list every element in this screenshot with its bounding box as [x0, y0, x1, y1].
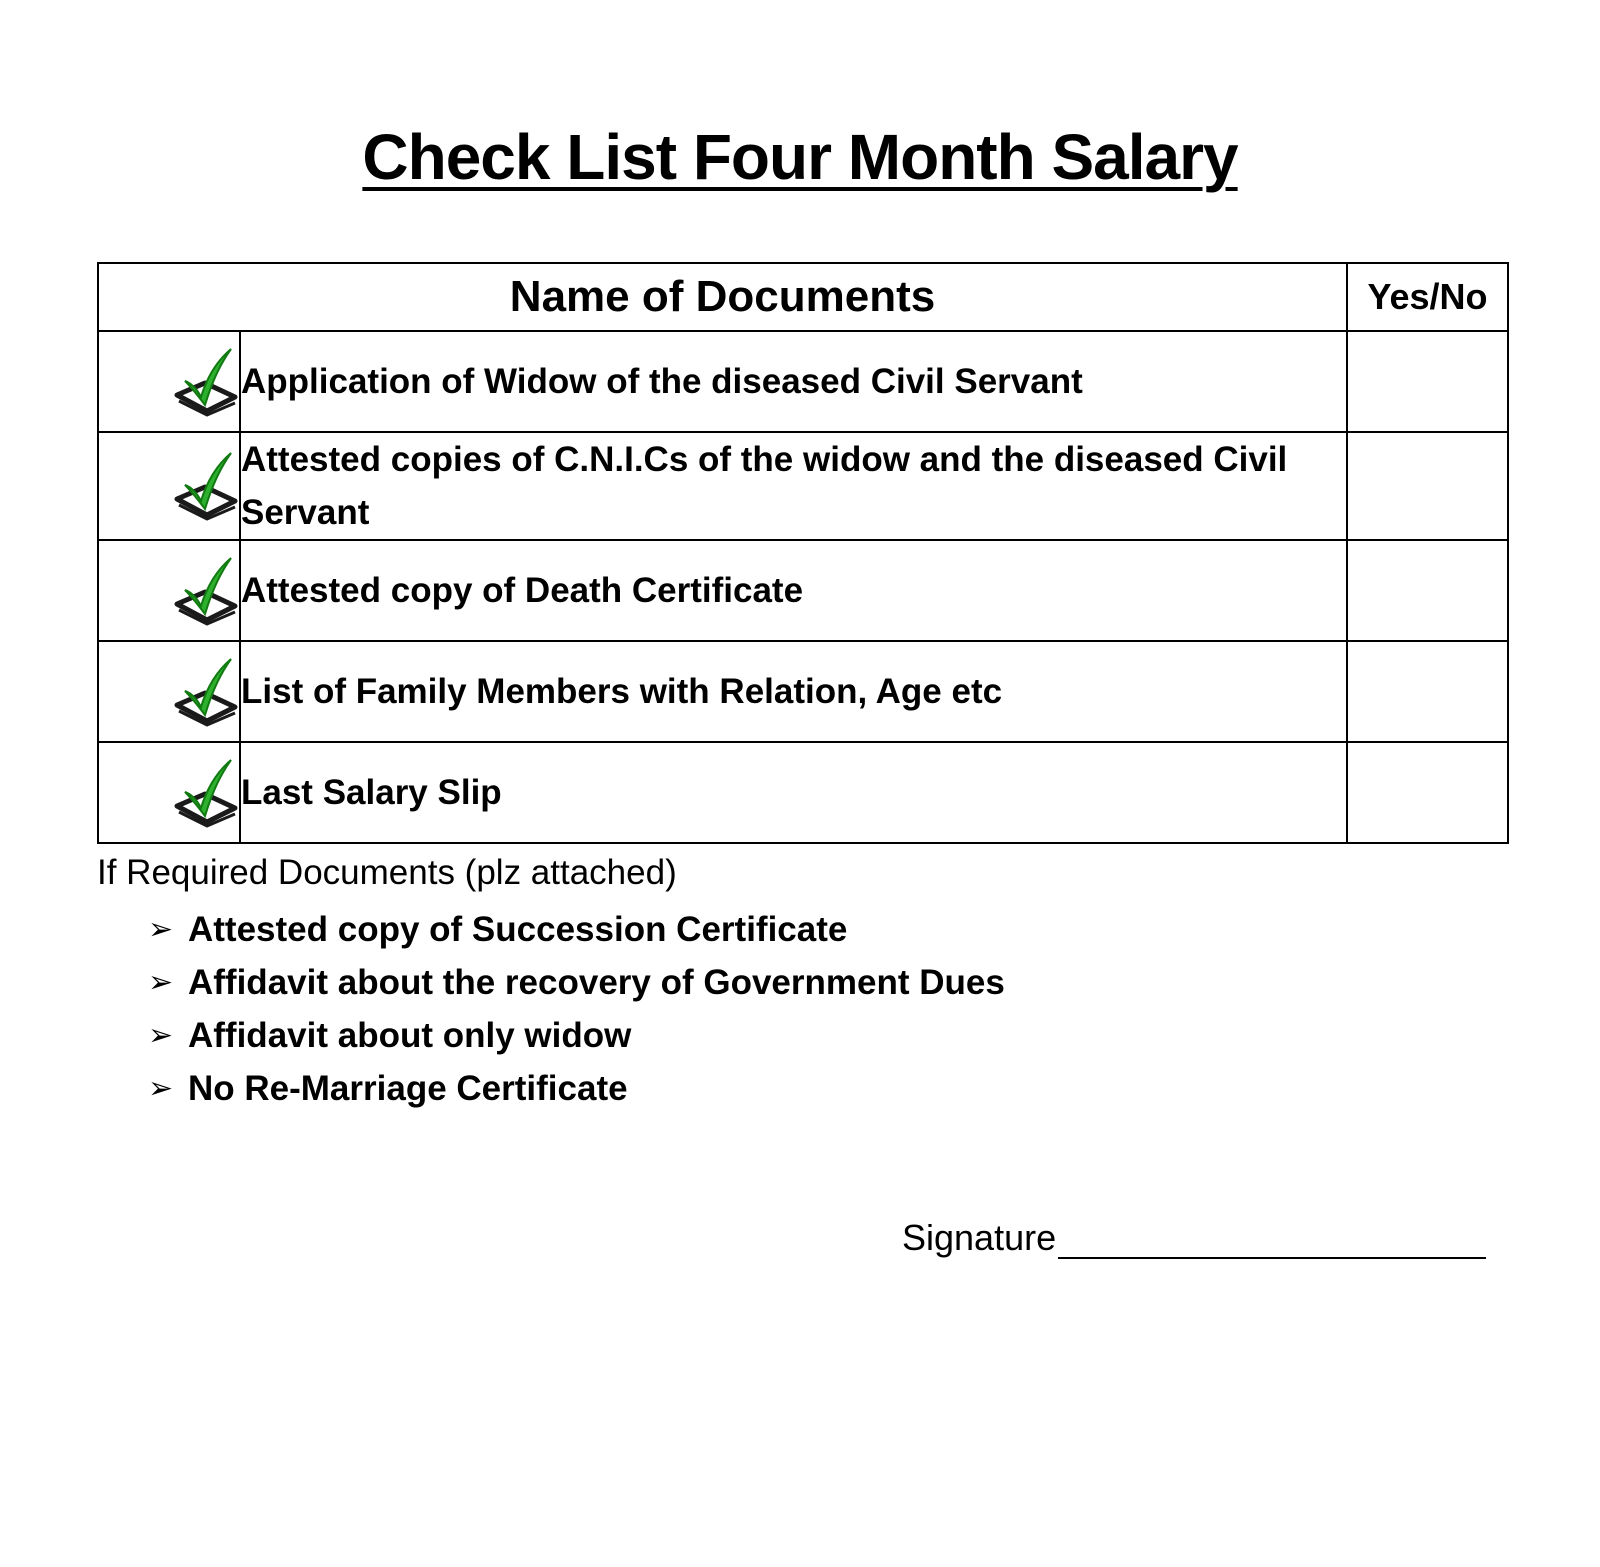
table-row	[98, 742, 1508, 843]
table-row	[98, 331, 1508, 432]
list-item	[148, 903, 1005, 956]
check-icon-cell	[98, 432, 240, 540]
page-title	[0, 122, 1600, 192]
green-check-box-icon	[99, 451, 239, 521]
yes-no-cell[interactable]	[1347, 331, 1508, 432]
list-item-label: No Re-Marriage Certificate	[188, 1068, 628, 1108]
document-name: Last Salary Slip	[240, 742, 1347, 843]
green-check-box-icon	[99, 758, 239, 828]
table-header-row	[98, 263, 1508, 331]
check-icon-cell	[98, 331, 240, 432]
document-name: Application of Widow of the diseased Civil Servant	[240, 331, 1347, 432]
header-yes-no: Yes/No	[1347, 263, 1508, 331]
list-item	[148, 956, 1005, 1009]
list-item	[148, 1009, 1005, 1062]
list-item-label: Attested copy of Succession Certificate	[188, 909, 848, 949]
green-check-box-icon	[99, 657, 239, 727]
required-documents-intro: If Required Documents (plz attached)	[97, 853, 677, 892]
arrow-bullet-icon: ➢	[148, 1019, 174, 1052]
table-row	[98, 432, 1508, 540]
document-name: Attested copies of C.N.I.Cs of the widow and the diseased Civil Servant	[240, 432, 1347, 540]
check-icon-cell	[98, 742, 240, 843]
documents-table	[97, 262, 1509, 844]
page-title-text: Check List Four Month Salary	[362, 121, 1238, 193]
green-check-box-icon	[99, 556, 239, 626]
header-name-of-documents: Name of Documents	[98, 263, 1347, 331]
check-icon-cell	[98, 641, 240, 742]
document-name: List of Family Members with Relation, Age etc	[240, 641, 1347, 742]
arrow-bullet-icon: ➢	[148, 1072, 174, 1105]
list-item-label: Affidavit about the recovery of Government Dues	[188, 962, 1005, 1002]
yes-no-cell[interactable]	[1347, 742, 1508, 843]
table-row	[98, 540, 1508, 641]
yes-no-cell[interactable]	[1347, 432, 1508, 540]
list-item	[148, 1062, 1005, 1115]
signature-block	[902, 1216, 1486, 1259]
required-documents-list	[148, 903, 1005, 1115]
signature-line[interactable]	[1058, 1229, 1486, 1259]
list-item-label: Affidavit about only widow	[188, 1015, 632, 1055]
table-row	[98, 641, 1508, 742]
check-icon-cell	[98, 540, 240, 641]
arrow-bullet-icon: ➢	[148, 966, 174, 999]
yes-no-cell[interactable]	[1347, 540, 1508, 641]
signature-label: Signature	[902, 1217, 1057, 1258]
green-check-box-icon	[99, 347, 239, 417]
arrow-bullet-icon: ➢	[148, 913, 174, 946]
document-name: Attested copy of Death Certificate	[240, 540, 1347, 641]
yes-no-cell[interactable]	[1347, 641, 1508, 742]
